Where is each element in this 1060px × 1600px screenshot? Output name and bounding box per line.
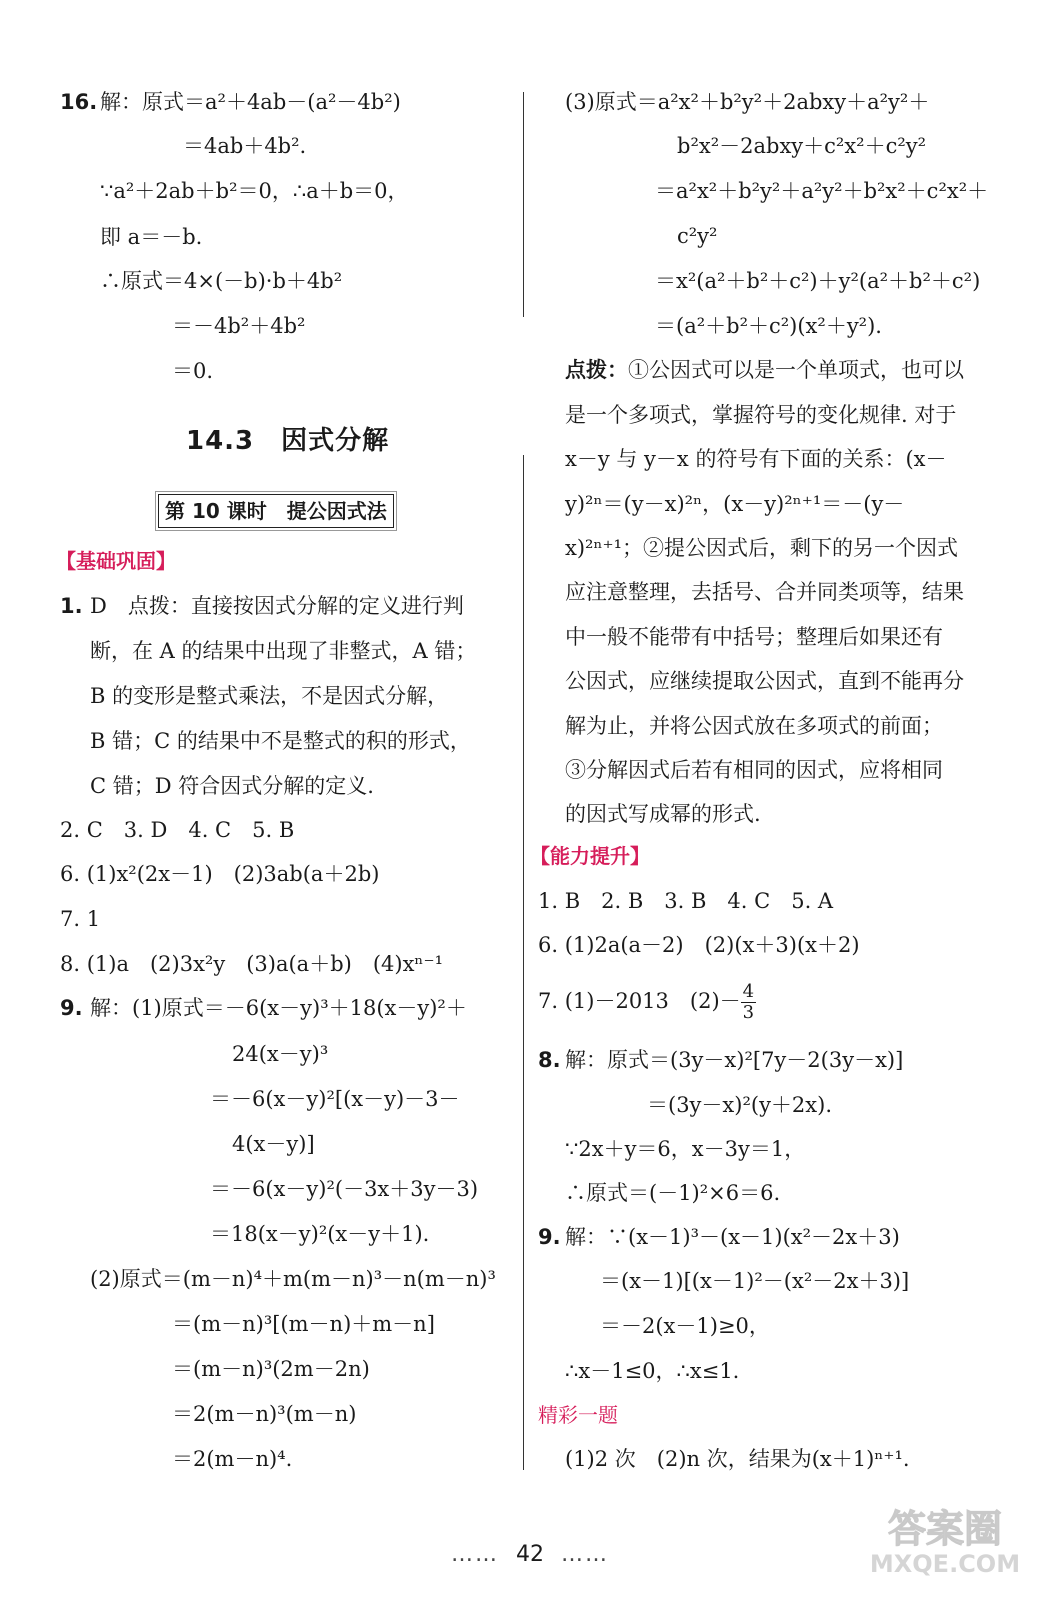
ability-question-8-line: ∵2x＋y＝6，x－3y＝1， [565, 1137, 806, 1161]
problem-16-line: ＝0. [172, 359, 214, 383]
ability-question-9-line: 解：∵(x－1)³－(x－1)(x²－2x＋3) [565, 1225, 900, 1249]
hint-line: 解为止，并将公因式放在多项式的前面； [565, 714, 943, 738]
question-9-line: ＝－6(x－y)²(－3x＋3y－3) [210, 1177, 479, 1201]
page-number: 42 [516, 1542, 544, 1567]
svg-text:MXQE.COM: MXQE.COM [869, 1550, 1021, 1578]
part-3-line: ＝x²(a²＋b²＋c²)＋y²(a²＋b²＋c²) [655, 269, 981, 293]
ability-question-9-line: ＝(x－1)[(x－1)²－(x²－2x＋3)] [600, 1269, 910, 1293]
section-title: 14.3 因式分解 [186, 426, 390, 456]
footer-dots-left: …… [451, 1542, 499, 1567]
hint-label: 点拨： [565, 357, 628, 382]
watermark-graphic [860, 1500, 1030, 1580]
hint-line: ①公因式可以是一个单项式，也可以 [628, 358, 964, 382]
question-9-line: (2)原式＝(m－n)⁴＋m(m－n)³－n(m－n)³ [90, 1267, 496, 1291]
question-9-line: 24(x－y)³ [232, 1042, 329, 1066]
fraction-denominator: 3 [742, 1002, 755, 1023]
ability-questions-1-5: 1. B 2. B 3. B 4. C 5. A [538, 889, 834, 913]
fraction-numerator: 4 [742, 981, 755, 1002]
question-9-line: ＝2(m－n)⁴. [172, 1447, 293, 1471]
hint-line: y)²ⁿ＝(y－x)²ⁿ，(x－y)²ⁿ⁺¹＝－(y－ [565, 492, 905, 516]
hint-line: 中一般不能带有中括号；整理后如果还有 [565, 625, 943, 649]
tag-basic: 【基础巩固】 [56, 549, 176, 573]
part-3-line: ＝(a²＋b²＋c²)(x²＋y²). [655, 314, 882, 338]
question-9-line: 解：(1)原式＝－6(x－y)³＋18(x－y)²＋ [90, 996, 467, 1020]
question-8: 8. (1)a (2)3x²y (3)a(a＋b) (4)xⁿ⁻¹ [60, 952, 444, 976]
ability-question-8-line: ＝(3y－x)²(y＋2x). [647, 1093, 833, 1117]
hint-line: 公因式，应继续提取公因式，直到不能再分 [565, 669, 964, 693]
ability-question-8-line: ∴原式＝(－1)²×6＝6. [565, 1181, 781, 1205]
part-3-line: b²x²－2abxy＋c²x²＋c²y² [677, 134, 927, 158]
ability-question-9-line: ＝－2(x－1)≥0， [600, 1314, 770, 1338]
part-3-line: (3)原式＝a²x²＋b²y²＋2abxy＋a²y²＋ [565, 90, 930, 114]
lesson-title-box: 第 10 课时 提公因式法 [158, 494, 394, 528]
problem-16-line: 即 a＝－b. [100, 225, 203, 249]
svg-text:答案圈: 答案圈 [887, 1507, 1003, 1551]
question-6: 6. (1)x²(2x－1) (2)3ab(a＋2b) [60, 862, 380, 886]
question-7: 7. 1 [60, 907, 101, 931]
question-1-line: C 错；D 符合因式分解的定义. [90, 774, 374, 798]
problem-16-label: 16. [60, 90, 98, 114]
fraction [741, 982, 756, 1023]
ability-question-8-label: 8. [538, 1048, 561, 1072]
column-divider-top [523, 92, 524, 317]
question-1-label: 1. [60, 594, 83, 618]
tag-wonderful-problem: 精彩一题 [538, 1403, 618, 1427]
hint-line: x－y 与 y－x 的符号有下面的关系：(x－ [565, 447, 947, 471]
problem-16-line: ＝4ab＋4b². [183, 134, 307, 158]
problem-16-line: ∵a²＋2ab＋b²＝0，∴a＋b＝0， [100, 179, 409, 203]
column-divider-bottom [523, 455, 524, 1470]
part-3-line: c²y² [677, 224, 718, 248]
hint-line: ③分解因式后若有相同的因式，应将相同 [565, 758, 943, 782]
question-1-line: D 点拨：直接按因式分解的定义进行判 [90, 594, 464, 618]
question-9-label: 9. [60, 996, 83, 1020]
hint-line: 的因式写成幂的形式. [565, 802, 761, 826]
ability-question-7-text: 7. (1)－2013 (2)－ [538, 989, 741, 1013]
tag-ability: 【能力提升】 [530, 844, 650, 868]
hint-line: 应注意整理，去括号、合并同类项等，结果 [565, 580, 964, 604]
problem-16-line: ∴原式＝4×(－b)·b＋4b² [100, 269, 343, 293]
ability-question-7 [538, 982, 756, 1023]
questions-2-5: 2. C 3. D 4. C 5. B [60, 818, 295, 842]
question-9-line: ＝(m－n)³(2m－2n) [172, 1357, 370, 1381]
footer-dots-right: …… [561, 1542, 609, 1567]
ability-question-6: 6. (1)2a(a－2) (2)(x＋3)(x＋2) [538, 933, 860, 957]
question-9-line: 4(x－y)] [232, 1132, 315, 1156]
question-1-line: B 的变形是整式乘法，不是因式分解， [90, 684, 449, 708]
part-3-line: ＝a²x²＋b²y²＋a²y²＋b²x²＋c²x²＋ [655, 179, 989, 203]
question-9-line: ＝2(m－n)³(m－n) [172, 1402, 357, 1426]
hint-line: x)²ⁿ⁺¹；②提公因式后，剩下的另一个因式 [565, 536, 959, 560]
problem-16-line: 解：原式＝a²＋4ab－(a²－4b²) [100, 90, 401, 114]
watermark-logo [860, 1500, 1030, 1580]
ability-question-8-line: 解：原式＝(3y－x)²[7y－2(3y－x)] [565, 1048, 904, 1072]
hint-line: 是一个多项式，掌握符号的变化规律. 对于 [565, 403, 957, 427]
question-9-line: ＝(m－n)³[(m－n)＋m－n] [172, 1312, 435, 1336]
wonderful-problem-answer: (1)2 次 (2)n 次，结果为(x＋1)ⁿ⁺¹. [565, 1447, 910, 1471]
question-9-line: ＝－6(x－y)²[(x－y)－3－ [210, 1087, 460, 1111]
question-1-line: B 错；C 的结果中不是整式的积的形式， [90, 729, 471, 753]
question-9-line: ＝18(x－y)²(x－y＋1). [210, 1222, 430, 1246]
question-1-line: 断，在 A 的结果中出现了非整式，A 错； [90, 639, 477, 663]
ability-question-9-label: 9. [538, 1225, 561, 1249]
ability-question-9-line: ∴x－1≤0，∴x≤1. [565, 1359, 740, 1383]
problem-16-line: ＝－4b²＋4b² [172, 314, 306, 338]
